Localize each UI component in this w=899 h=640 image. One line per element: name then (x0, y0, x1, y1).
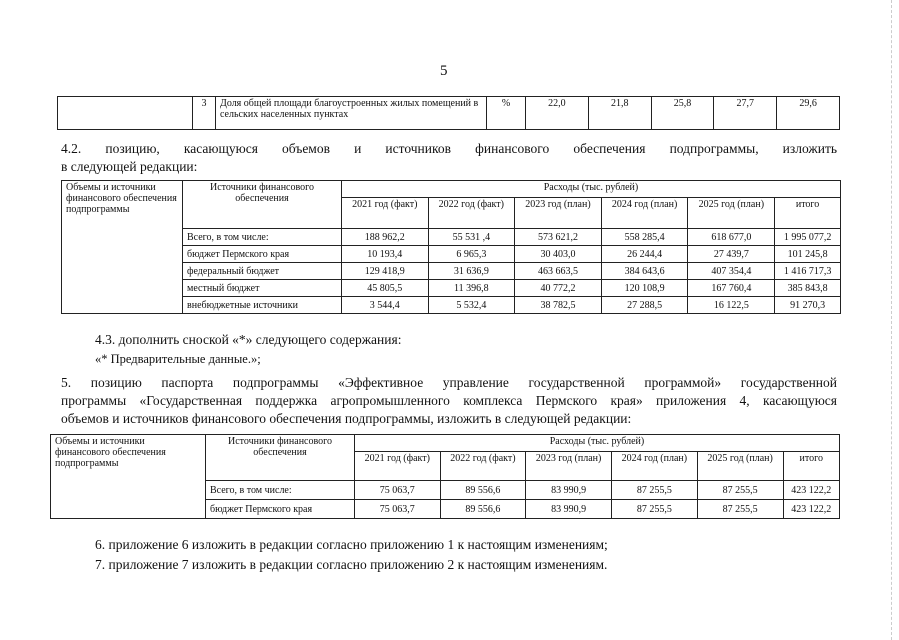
year-header: 2024 год (план) (601, 198, 688, 229)
value-cell: 16 122,5 (688, 297, 775, 314)
table-col1-header: Объемы и источники финансового обеспечения подпрограммы (62, 181, 183, 314)
value-cell: 129 418,9 (342, 263, 429, 280)
year-header: 2022 год (факт) (440, 452, 526, 481)
total-cell: 1 416 717,3 (775, 263, 841, 280)
value-cell: 188 962,2 (342, 229, 429, 246)
value-cell: 27 439,7 (688, 246, 775, 263)
source-label: бюджет Пермского края (206, 500, 355, 519)
value-cell: 558 285,4 (601, 229, 688, 246)
value-cell: 89 556,6 (440, 500, 526, 519)
value-cell: 89 556,6 (440, 481, 526, 500)
value-cell: 21,8 (588, 97, 651, 130)
value-cell: 87 255,5 (611, 481, 697, 500)
table-col1-header: Объемы и источники финансового обеспечения подпрограммы (51, 435, 206, 519)
value-cell: 29,6 (777, 97, 840, 130)
source-label: бюджет Пермского края (183, 246, 342, 263)
table-col2-header: Источники финансового обеспечения (206, 435, 355, 481)
value-cell: 6 965,3 (428, 246, 515, 263)
value-cell: 87 255,5 (611, 500, 697, 519)
value-cell: 83 990,9 (526, 500, 612, 519)
indicator-label: Доля общей площади благоустроенных жилых помещений в сельских населенных пунктах (216, 97, 487, 130)
total-cell: 423 122,2 (783, 500, 839, 519)
empty-cell (58, 97, 193, 130)
year-header: 2023 год (план) (526, 452, 612, 481)
source-label: Всего, в том числе: (206, 481, 355, 500)
table-col2-header: Источники финансового обеспечения (183, 181, 342, 229)
value-cell: 384 643,6 (601, 263, 688, 280)
source-label: местный бюджет (183, 280, 342, 297)
row-index: 3 (193, 97, 216, 130)
year-header: 2021 год (факт) (342, 198, 429, 229)
year-header: 2022 год (факт) (428, 198, 515, 229)
year-header: 2021 год (факт) (355, 452, 441, 481)
financing-table-1 (61, 180, 841, 314)
year-header: 2023 год (план) (515, 198, 602, 229)
paragraph-7: 7. приложение 7 изложить в редакции согласно приложению 2 к настоящим изменениям. (95, 557, 608, 572)
total-header: итого (783, 452, 839, 481)
value-cell: 75 063,7 (355, 500, 441, 519)
paragraph-5-line1: 5. позицию паспорта подпрограммы «Эффективное управление государственной программой» государственной (61, 375, 837, 390)
year-header: 2024 год (план) (611, 452, 697, 481)
total-cell: 91 270,3 (775, 297, 841, 314)
expenses-header: Расходы (тыс. рублей) (355, 435, 840, 452)
value-cell: 10 193,4 (342, 246, 429, 263)
value-cell: 45 805,5 (342, 280, 429, 297)
value-cell: 11 396,8 (428, 280, 515, 297)
value-cell: 55 531 ,4 (428, 229, 515, 246)
value-cell: 407 354,4 (688, 263, 775, 280)
value-cell: 40 772,2 (515, 280, 602, 297)
paragraph-6: 6. приложение 6 изложить в редакции согласно приложению 1 к настоящим изменениям; (95, 537, 608, 552)
value-cell: 30 403,0 (515, 246, 602, 263)
value-cell: 87 255,5 (697, 500, 783, 519)
value-cell: 27,7 (714, 97, 777, 130)
indicator-table-fragment (57, 96, 840, 130)
paragraph-4-2-line1: 4.2. позицию, касающуюся объемов и источников финансового обеспечения подпрограммы, изложить (61, 141, 837, 156)
paragraph-5-line3: объемов и источников финансового обеспечения подпрограммы, изложить в следующей редакции: (61, 411, 632, 426)
value-cell: 27 288,5 (601, 297, 688, 314)
financing-table-2 (50, 434, 840, 519)
total-cell: 1 995 077,2 (775, 229, 841, 246)
scan-edge (891, 0, 893, 640)
total-cell: 385 843,8 (775, 280, 841, 297)
year-header: 2025 год (план) (688, 198, 775, 229)
value-cell: 618 677,0 (688, 229, 775, 246)
value-cell: 22,0 (526, 97, 589, 130)
expenses-header: Расходы (тыс. рублей) (342, 181, 841, 198)
value-cell: 463 663,5 (515, 263, 602, 280)
unit-cell: % (487, 97, 526, 130)
value-cell: 26 244,4 (601, 246, 688, 263)
value-cell: 167 760,4 (688, 280, 775, 297)
source-label: Всего, в том числе: (183, 229, 342, 246)
value-cell: 573 621,2 (515, 229, 602, 246)
page-number: 5 (440, 63, 448, 79)
total-cell: 423 122,2 (783, 481, 839, 500)
paragraph-4-2-line2: в следующей редакции: (61, 159, 198, 174)
value-cell: 3 544,4 (342, 297, 429, 314)
paragraph-4-3: 4.3. дополнить сноской «*» следующего содержания: (95, 332, 402, 347)
value-cell: 75 063,7 (355, 481, 441, 500)
value-cell: 83 990,9 (526, 481, 612, 500)
value-cell: 38 782,5 (515, 297, 602, 314)
footnote-text: «* Предварительные данные.»; (95, 352, 261, 366)
year-header: 2025 год (план) (697, 452, 783, 481)
paragraph-5-line2: программы «Государственная поддержка агропромышленного комплекса Пермского края» приложения 4, касающуюся (61, 393, 837, 408)
value-cell: 120 108,9 (601, 280, 688, 297)
value-cell: 31 636,9 (428, 263, 515, 280)
value-cell: 87 255,5 (697, 481, 783, 500)
value-cell: 5 532,4 (428, 297, 515, 314)
table-row (58, 97, 840, 130)
total-cell: 101 245,8 (775, 246, 841, 263)
source-label: федеральный бюджет (183, 263, 342, 280)
value-cell: 25,8 (651, 97, 714, 130)
total-header: итого (775, 198, 841, 229)
source-label: внебюджетные источники (183, 297, 342, 314)
